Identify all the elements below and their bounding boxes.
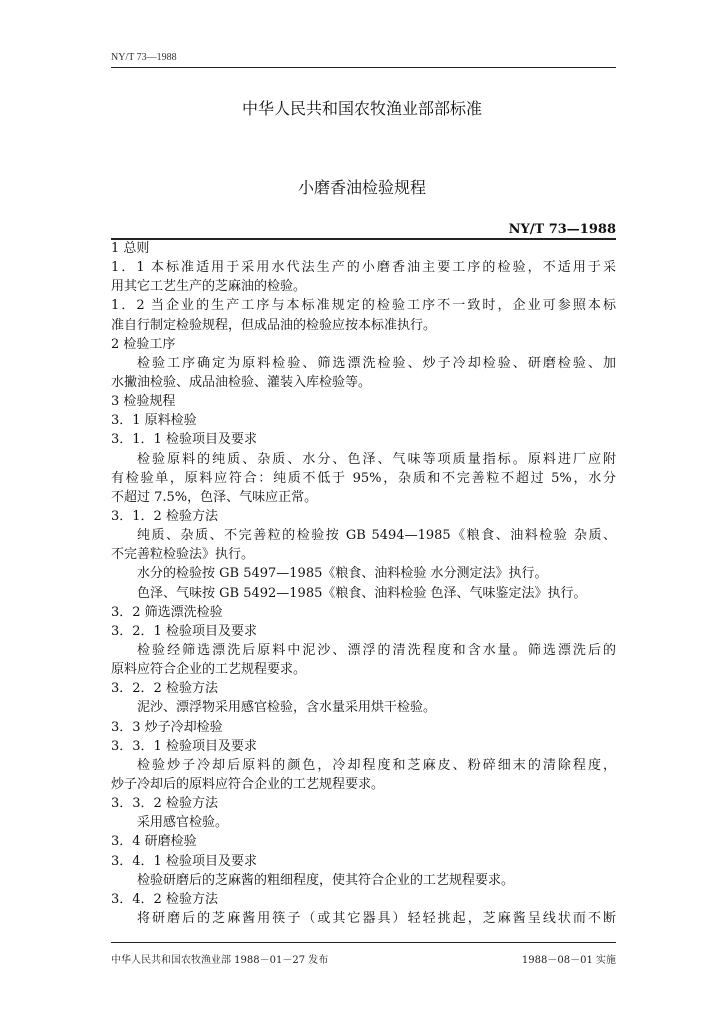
- body-line: 检验经筛选漂洗后原料中泥沙、漂浮的清洗程度和含水量。筛选漂洗后的: [137, 642, 616, 658]
- body-line: 准自行制定检验规程，但成品油的检验应按本标准执行。: [111, 317, 437, 333]
- clause-heading: 3．3．1 检验项目及要求: [111, 738, 257, 754]
- section-heading: 3 检验规程: [111, 394, 176, 410]
- effective-date: 1988－08－01 实施: [521, 955, 616, 966]
- body-line: 炒子冷却后的原料应符合企业的工艺规程要求。: [111, 776, 385, 792]
- body-line: 水撇油检验、成品油检验、灌装入库检验等。: [111, 374, 372, 390]
- header-rule: [111, 67, 616, 68]
- body-line: 检验工序确定为原料检验、筛选漂洗检验、炒子冷却检验、研磨检验、加: [137, 355, 616, 371]
- footer-rule: [111, 942, 616, 943]
- clause-heading: 3．1．2 检验方法: [111, 508, 218, 524]
- body-line: 原料应符合企业的工艺规程要求。: [111, 662, 307, 678]
- clause-heading: 3．3．2 检验方法: [111, 796, 218, 812]
- body-line: 检验研磨后的芝麻酱的粗细程度，使其符合企业的工艺规程要求。: [137, 872, 515, 888]
- clause-heading: 3．1．1 检验项目及要求: [111, 432, 257, 448]
- clause-heading: 3．4．2 检验方法: [111, 891, 218, 907]
- section-heading: 1 总则: [111, 241, 150, 256]
- body-line: 色泽、气味按 GB 5492—1985《粮食、油料检验 色泽、气味鉴定法》执行。: [137, 585, 587, 601]
- clause-heading: 3．2．1 检验项目及要求: [111, 623, 257, 639]
- body-line: 检验炒子冷却后原料的颜色，冷却程度和芝麻皮、粉碎细末的清除程度，: [137, 757, 616, 773]
- body-line: 纯质、杂质、不完善粒的检验按 GB 5494—1985《粮食、油料检验 杂质、: [137, 528, 616, 544]
- subsection-heading: 3．2 筛选漂洗检验: [111, 604, 223, 620]
- body-line: 检验原料的纯质、杂质、水分、色泽、气味等项质量指标。原料进厂应附: [137, 451, 616, 467]
- body-line: 泥沙、漂浮物采用感官检验，含水量采用烘干检验。: [137, 700, 437, 716]
- clause-heading: 3．2．2 检验方法: [111, 681, 218, 697]
- document-title: 小磨香油检验规程: [297, 178, 426, 197]
- subsection-heading: 3．4 研磨检验: [111, 834, 197, 850]
- standard-code: NY/T 73—1988: [508, 222, 616, 237]
- subsection-heading: 3．3 炒子冷却检验: [111, 719, 223, 735]
- body-line: 采用感官检验。: [137, 815, 229, 831]
- body-line: 不超过 7.5%，色泽、气味应正常。: [111, 489, 318, 505]
- body-line: 有检验单，原料应符合：纯质不低于 95%，杂质和不完善粒不超过 5%，水分: [111, 470, 616, 486]
- body-line: 不完善粒检验法》执行。: [111, 547, 255, 563]
- body-line: 1．1 本标准适用于采用水代法生产的小磨香油主要工序的检验，不适用于采: [111, 260, 616, 276]
- section-heading: 2 检验工序: [111, 336, 176, 352]
- header-code: NY/T 73—1988: [111, 52, 177, 63]
- body-line: 1．2 当企业的生产工序与本标准规定的检验工序不一致时，企业可参照本标: [111, 298, 616, 314]
- issue-date: 中华人民共和国农牧渔业部 1988－01－27 发布: [111, 955, 329, 966]
- body-line: 水分的检验按 GB 5497—1985《粮食、油料检验 水分测定法》执行。: [137, 566, 548, 582]
- ministry-title: 中华人民共和国农牧渔业部部标准: [241, 99, 482, 118]
- document-body: [111, 239, 616, 928]
- body-line: 将研磨后的芝麻酱用筷子（或其它器具）轻轻挑起，芝麻酱呈线状而不断: [137, 910, 616, 926]
- clause-heading: 3．4．1 检验项目及要求: [111, 853, 257, 869]
- body-line: 用其它工艺生产的芝麻油的检验。: [111, 279, 307, 295]
- subsection-heading: 3．1 原料检验: [111, 413, 197, 429]
